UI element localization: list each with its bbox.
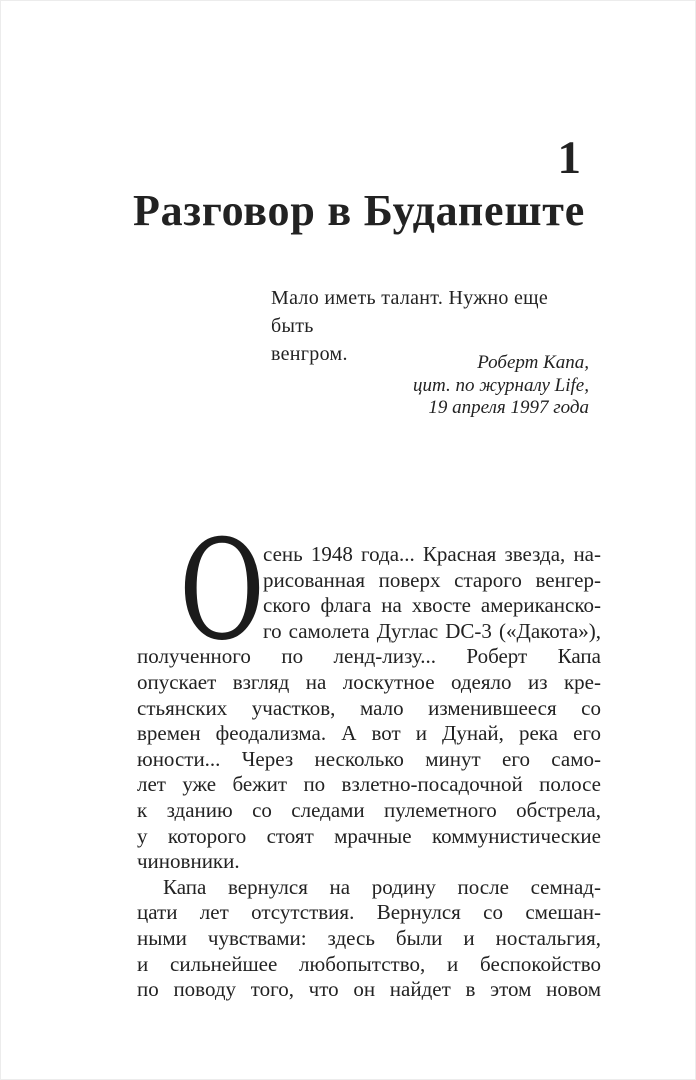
- epigraph-line: венгром.: [271, 343, 348, 365]
- text-line: лет уже бежит по взлетно-посадочной полосе: [137, 772, 601, 797]
- attribution-line: 19 апреля 1997 года: [428, 397, 589, 418]
- text-line: чиновники.: [137, 849, 240, 874]
- attribution-line: Роберт Капа,: [477, 352, 589, 373]
- text-line: времен феодализма. А вот и Дунай, река его: [137, 721, 601, 746]
- body-text: [137, 510, 601, 1003]
- paragraph: [137, 510, 601, 875]
- attribution-line: цит. по журналу Life,: [412, 374, 589, 396]
- text-line: го самолета Дуглас DC-3 («Дакота»),: [263, 618, 601, 643]
- paragraph: [137, 875, 601, 1003]
- epigraph-attribution: [271, 352, 589, 420]
- text-line: опускает взгляд на лоскутное одеяло из кре-: [137, 669, 601, 694]
- text-line: к зданию со следами пулеметного обстрела,: [137, 797, 601, 822]
- text-line: Капа вернулся на родину после семнад-: [163, 874, 601, 899]
- drop-cap: О: [179, 510, 265, 671]
- text-line: полученного по ленд-лизу... Роберт Капа: [137, 644, 601, 669]
- chapter-number: 1: [557, 132, 581, 184]
- epigraph-line: Мало иметь талант. Нужно еще быть: [271, 287, 549, 337]
- chapter-title: Разговор в Будапеште: [132, 186, 586, 235]
- text-line: ского флага на хвосте американско-: [263, 593, 601, 618]
- text-line: по поводу того, что он найдет в этом новом: [137, 977, 601, 1002]
- text-line: стьянских участков, мало изменившееся со: [137, 695, 601, 720]
- text-line: ными чувствами: здесь были и ностальгия,: [137, 925, 601, 950]
- text-line: сень 1948 года... Красная звезда, на-: [263, 542, 601, 566]
- text-line: рисованная поверх старого венгер-: [263, 567, 601, 592]
- text-line: цати лет отсутствия. Вернулся со смешан-: [137, 900, 601, 925]
- text-line: юности... Через несколько минут его само-: [137, 746, 601, 771]
- text-line: у которого стоят мрачные коммунистические: [137, 823, 601, 848]
- text-line: и сильнейшее любопытство, и беспокойство: [137, 951, 601, 976]
